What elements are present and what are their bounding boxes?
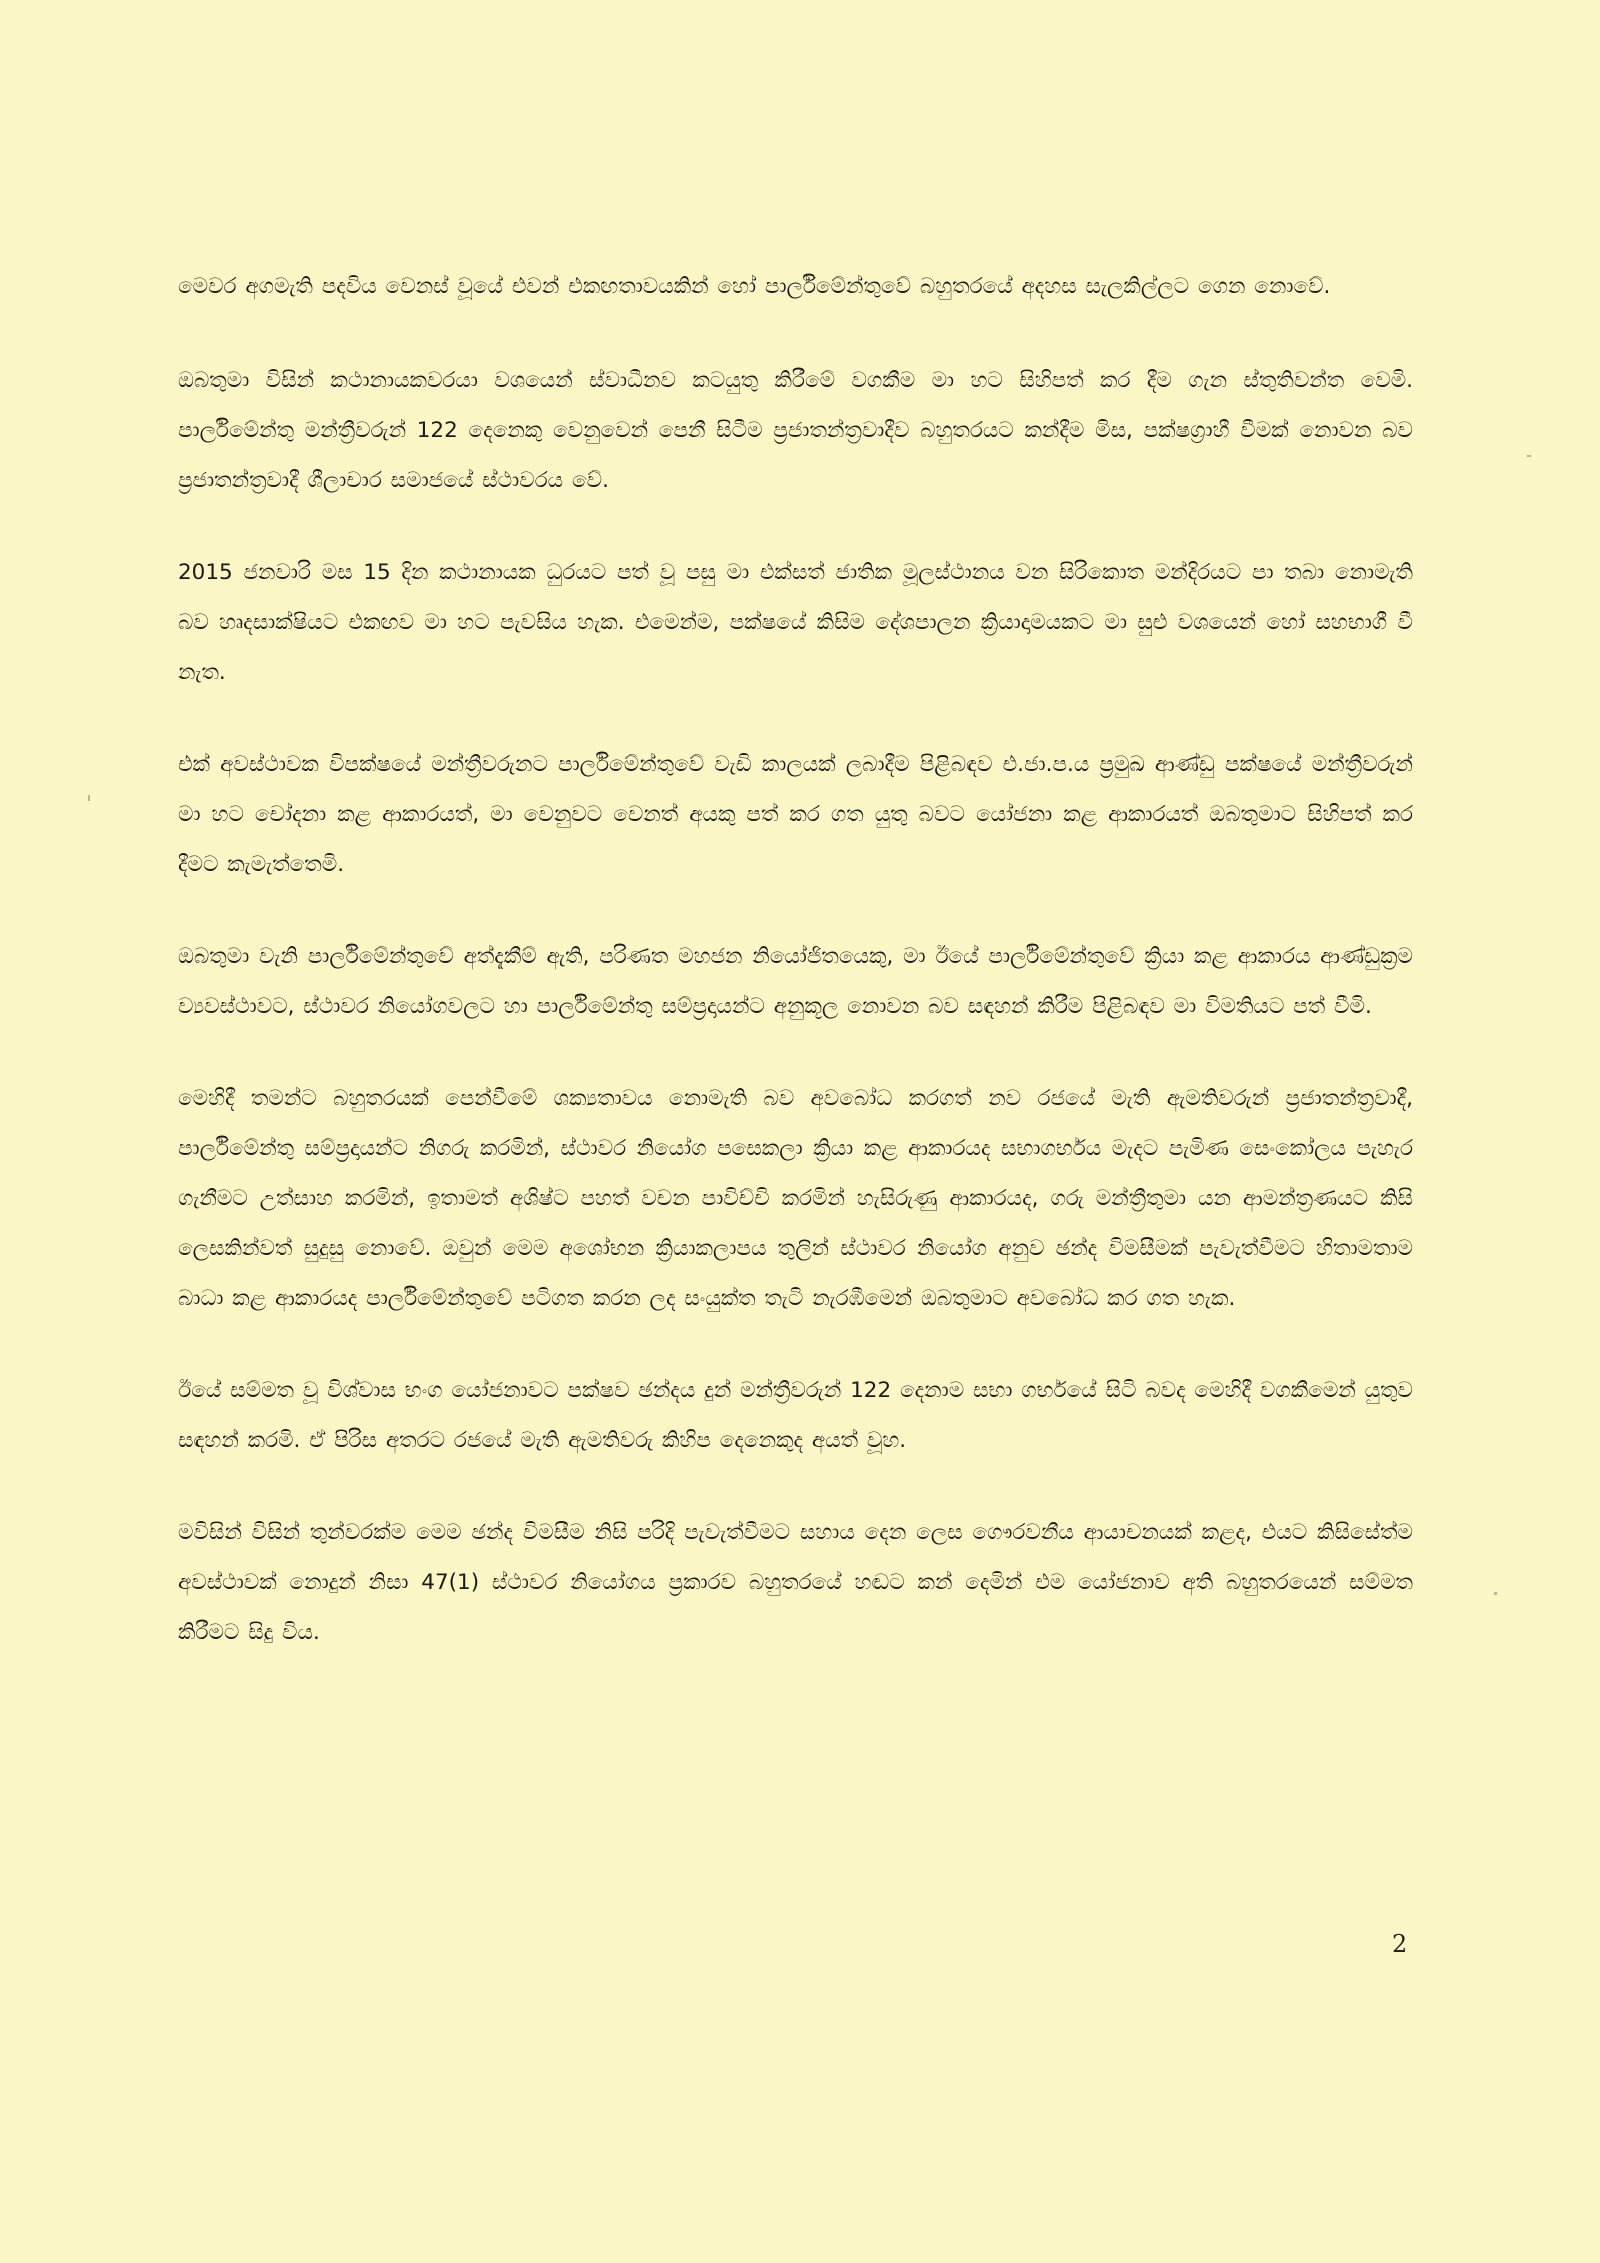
paragraph-2: ඔබතුමා විසින් කථානායකවරයා වශයෙන් ස්වාධීනව කටයුතු කිරීමේ වගකීම මා හට සිහිපත් කර දීම ගැන ස්තුතිවන්ත වෙමි. පාර්ලිමේන්තු මන්ත්‍රීවරුන් 122 දෙනෙකු වෙනුවෙන් පෙනී සිටීම ප්‍රජාතන්ත්‍රවාදීව බහුතරයට කන්දීම මිස, පක්ෂග්‍රාහී වීමක් නොවන බව ප්‍රජාතන්ත්‍රවාදී ශීලාචාර සමාජයේ ස්ථාවරය වේ. (178, 368, 1413, 493)
paragraph-4: එක් අවස්ථාවක විපක්ෂයේ මන්ත්‍රීවරුනට පාර්ලිමේන්තුවේ වැඩි කාලයක් ලබාදීම පිළිබඳව එ.ජා.ප.ය ප්‍රමුඛ ආණ්ඩු පක්ෂයේ මන්ත්‍රීවරුන් මා හට චෝදනා කළ ආකාරයත්, මා වෙනුවට වෙනත් අයකු පත් කර ගත යුතු බවට යෝජනා කළ ආකාරයත් ඔබතුමාට සිහිපත් කර දීමට කැමැත්තෙමි. (178, 752, 1413, 877)
paragraph-7: ඊයේ සම්මත වූ විශ්වාස භංග යෝජනාවට පක්ෂව ඡන්දය දුන් මන්ත්‍රීවරුන් 122 දෙනාම සභා ගර්භයේ සිටි බවද මෙහිදී වගකීමෙන් යුතුව සඳහන් කරමි. ඒ පිරිස අතරට රජයේ මැති ඇමතිවරු කිහිප දෙනෙකුද අයත් වූහ. (178, 1378, 1413, 1453)
letter-body (178, 262, 1413, 1700)
scan-speck (1494, 1592, 1497, 1595)
page-number: 2 (1392, 1930, 1408, 1958)
scan-speck (1527, 455, 1531, 457)
paragraph-5: ඔබතුමා වැනි පාර්ලිමේන්තුවේ අත්දැකීම් ඇති, පරිණත මහජන නියෝජිතයෙකු, මා ඊයේ පාර්ලිමේන්තුවේ ක්‍රියා කළ ආකාරය ආණ්ඩුක්‍රම ව්‍යවස්ථාවට, ස්ථාවර නියෝගවලට හා පාර්ලිමේන්තු සම්ප්‍රදායන්ට අනුකූල නොවන බව සඳහන් කිරීම පිළිබඳව මා විමතියට පත් වීමි. (178, 944, 1413, 1019)
scan-speck (88, 795, 90, 801)
paragraph-6: මෙහිදී තමන්ට බහුතරයක් පෙන්වීමේ ශක්‍යතාවය නොමැති බව අවබෝධ කරගත් නව රජයේ මැති ඇමතිවරුන් ප්‍රජාතන්ත්‍රවාදී, පාර්ලිමේන්තු සම්ප්‍රදායන්ට නිගරු කරමින්, ස්ථාවර නියෝග පසෙකලා ක්‍රියා කළ ආකාරයද සභාගර්භය මැදට පැමිණ සෙංකෝලය පැහැර ගැනීමට උත්සාහ කරමින්, ඉතාමත් අශිෂ්ට පහත් වචන පාවිච්චි කරමින් හැසිරුණු ආකාරයද, ගරු මන්ත්‍රීතුමා යන ආමන්ත්‍රණයට කිසි ලෙසකින්වත් සුදුසු නොවේ. ඔවුන් මෙම අශෝභන ක්‍රියාකලාපය තුලින් ස්ථාවර නියෝග අනුව ඡන්ද විමසීමක් පැවැත්වීමට හිතාමතාම බාධා කළ ආකාරයද පාර්ලිමේන්තුවේ පටිගත කරන ලද සංයුක්ත තැටි නැරඹීමෙන් ඔබතුමාට අවබෝධ කර ගත හැක. (178, 1086, 1413, 1311)
paragraph-8: මවිසින් විසින් තුන්වරක්ම මෙම ඡන්ද විමසීම නිසි පරිදි පැවැත්වීමට සහාය දෙන ලෙස ගෞරවනීය ආයාචනයක් කළද, එයට කිසිසේත්ම අවස්ථාවක් නොදුන් නිසා 47(1) ස්ථාවර නියෝගය ප්‍රකාරව බහුතරයේ හඬට කන් දෙමින් එම යෝජනාව අති බහුතරයෙන් සම්මත කිරීමට සිදු විය. (178, 1520, 1413, 1645)
paragraph-1: මෙවර අගමැති පදවිය වෙනස් වූයේ එවන් එකඟතාවයකින් හෝ පාර්ලිමේන්තුවේ බහුතරයේ අදහස සැලකිල්ලට ගෙන නොවේ. (178, 274, 1331, 299)
paragraph-3: 2015 ජනවාරි මස 15 දින කථානායක ධුරයට පත් වූ පසු මා එක්සත් ජාතික මූලස්ථානය වන සිරිකොත මන්දිරයට පා තබා නොමැති බව හෘදසාක්ෂියට එකඟව මා හට පැවසිය හැක. එමෙන්ම, පක්ෂයේ කිසිම දේශපාලන ක්‍රියාදාමයකට මා සුළු වශයෙන් හෝ සහභාගී වී නැත. (178, 560, 1413, 685)
